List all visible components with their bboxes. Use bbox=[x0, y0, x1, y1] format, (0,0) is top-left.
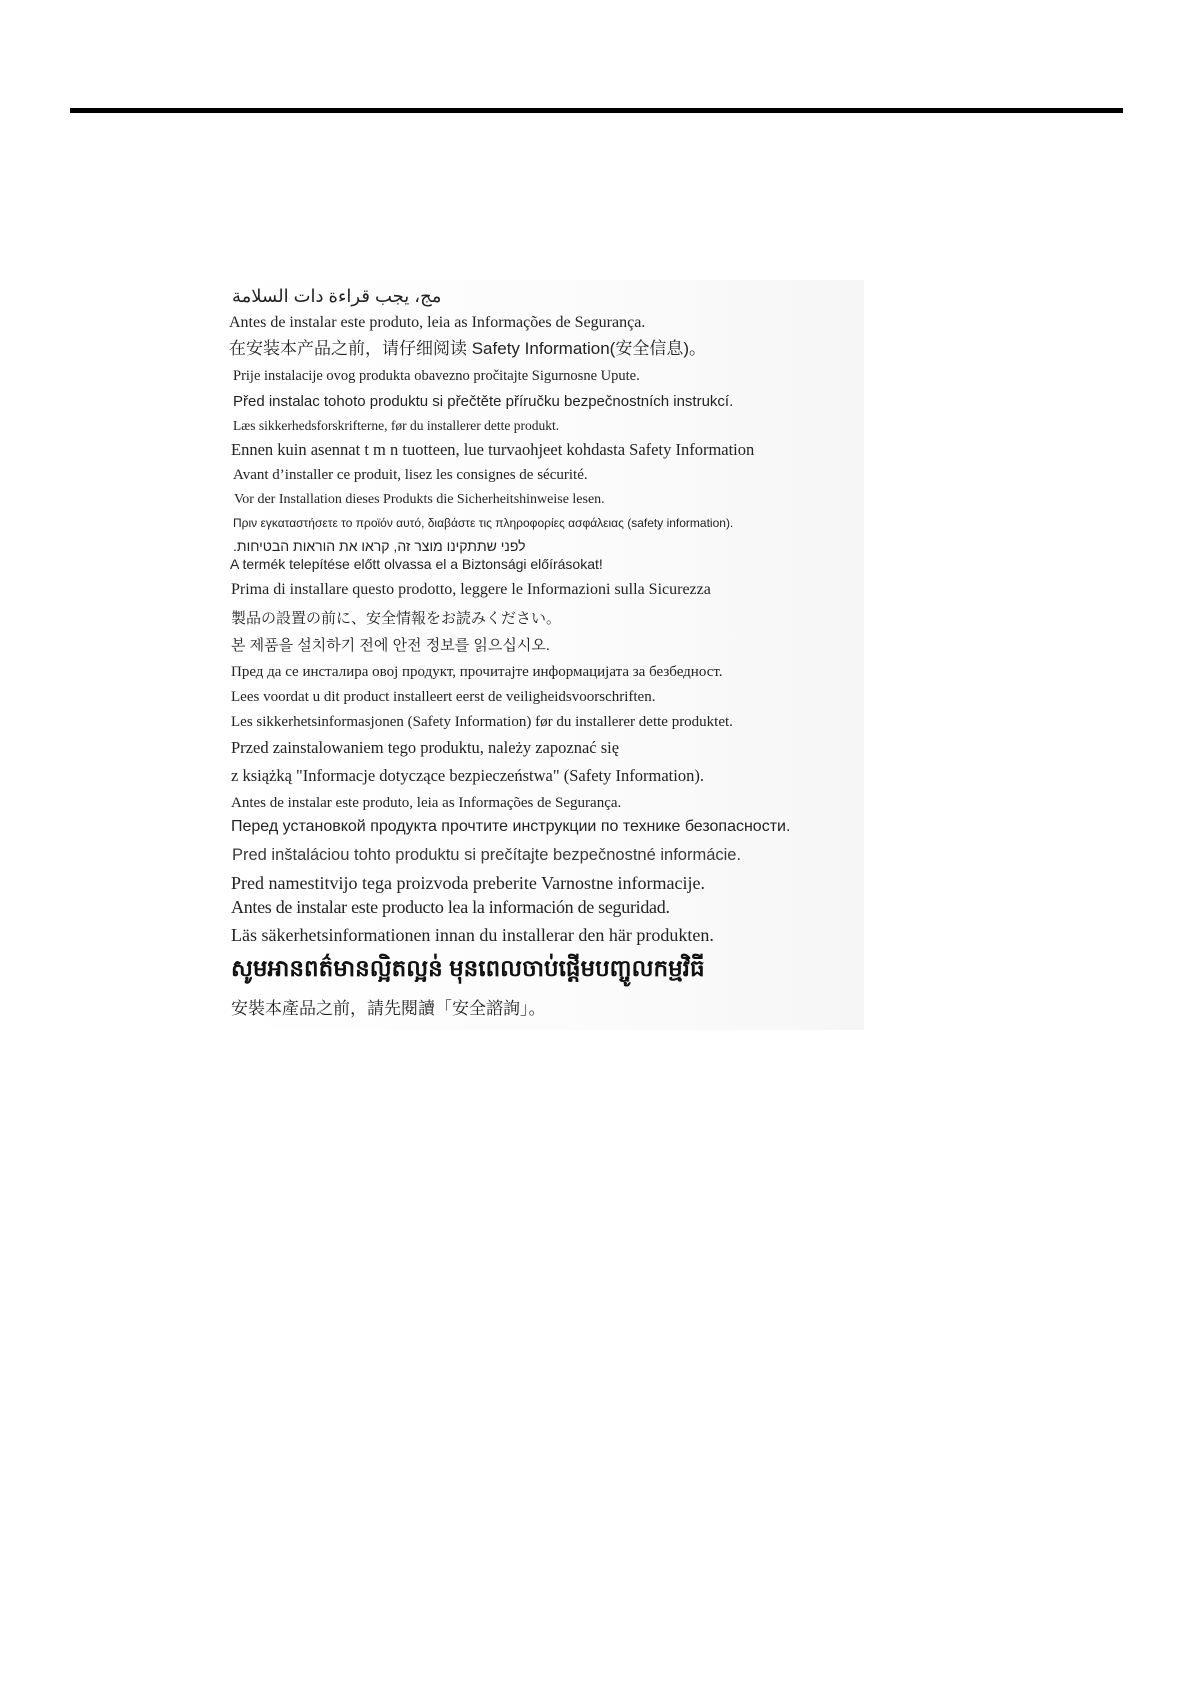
safety-line-french: Avant d’installer ce produit, lisez les consignes de sécurité. bbox=[233, 467, 588, 483]
safety-line-khmer: សូមអានពត៌មានល្អិតល្អន់ មុនពេលចាប់ផ្តើមបញ្ចូលកម្មវិធី bbox=[231, 955, 705, 981]
safety-line-russian: Перед установкой продукта прочтите инструкции по технике безопасности. bbox=[231, 818, 791, 835]
top-horizontal-rule bbox=[70, 108, 1123, 113]
safety-line-italian: Prima di installare questo prodotto, leggere le Informazioni sulla Sicurezza bbox=[231, 581, 711, 598]
safety-line-slovak: Pred inštaláciou tohto produktu si prečítajte bezpečnostné informácie. bbox=[232, 846, 742, 864]
safety-line-macedonian: Пред да се инсталира овој продукт, прочитајте информацијата за безбедност. bbox=[231, 664, 723, 680]
safety-line-slovenian: Pred namestitvijo tega proizvoda preberite Varnostne informacije. bbox=[231, 873, 706, 893]
safety-line-chinese-simplified: 在安装本产品之前，请仔细阅读 Safety Information(安全信息)。 bbox=[229, 339, 707, 358]
safety-line-spanish: Antes de instalar este producto lea la información de seguridad. bbox=[231, 897, 670, 917]
safety-line-hungarian: A termék telepítése előtt olvassa el a Biztonsági előírásokat! bbox=[230, 556, 603, 572]
safety-line-polish-2: z książką "Informacje dotyczące bezpieczeństwa" (Safety Information). bbox=[231, 766, 704, 785]
safety-line-finnish: Ennen kuin asennat t m n tuotteen, lue turvaohjeet kohdasta Safety Information bbox=[231, 440, 755, 459]
safety-line-arabic: مج، يجب قراءة دات السلامة bbox=[232, 286, 442, 306]
safety-line-greek: Πριν εγκαταστήσετε το προϊόν αυτό, διαβάστε τις πληροφορίες ασφάλειας (safety information). bbox=[233, 516, 734, 530]
safety-line-norwegian: Les sikkerhetsinformasjonen (Safety Information) før du installerer dette produktet. bbox=[231, 714, 733, 730]
safety-line-german: Vor der Installation dieses Produkts die Sicherheitshinweise lesen. bbox=[234, 492, 605, 507]
safety-line-portuguese: Antes de instalar este produto, leia as Informações de Segurança. bbox=[231, 795, 622, 811]
safety-line-swedish: Läs säkerhetsinformationen innan du installerar den här produkten. bbox=[231, 925, 714, 945]
safety-line-croatian: Prije instalacije ovog produkta obavezno pročitajte Sigurnosne Upute. bbox=[233, 368, 640, 384]
safety-line-czech: Před instalac tohoto produktu si přečtěte příručku bezpečnostních instrukcí. bbox=[233, 393, 734, 410]
safety-line-korean: 본 제품을 설치하기 전에 안전 정보를 읽으십시오. bbox=[231, 637, 550, 654]
safety-line-polish-1: Przed zainstalowaniem tego produktu, należy zapoznać się bbox=[231, 738, 620, 757]
safety-line-portuguese-brazil: Antes de instalar este produto, leia as Informações de Segurança. bbox=[229, 314, 646, 331]
safety-line-danish: Læs sikkerhedsforskrifterne, før du installerer dette produkt. bbox=[233, 418, 560, 433]
safety-line-chinese-traditional: 安裝本產品之前，請先閱讀「安全諮詢」。 bbox=[231, 999, 546, 1018]
safety-line-japanese: 製品の設置の前に、安全情報をお読みください。 bbox=[231, 610, 562, 627]
safety-line-dutch: Lees voordat u dit product installeert eerst de veiligheidsvoorschriften. bbox=[231, 689, 656, 705]
safety-line-hebrew: לפני שתתקינו מוצר זה, קראו את הוראות הבטיחות. bbox=[233, 538, 526, 554]
